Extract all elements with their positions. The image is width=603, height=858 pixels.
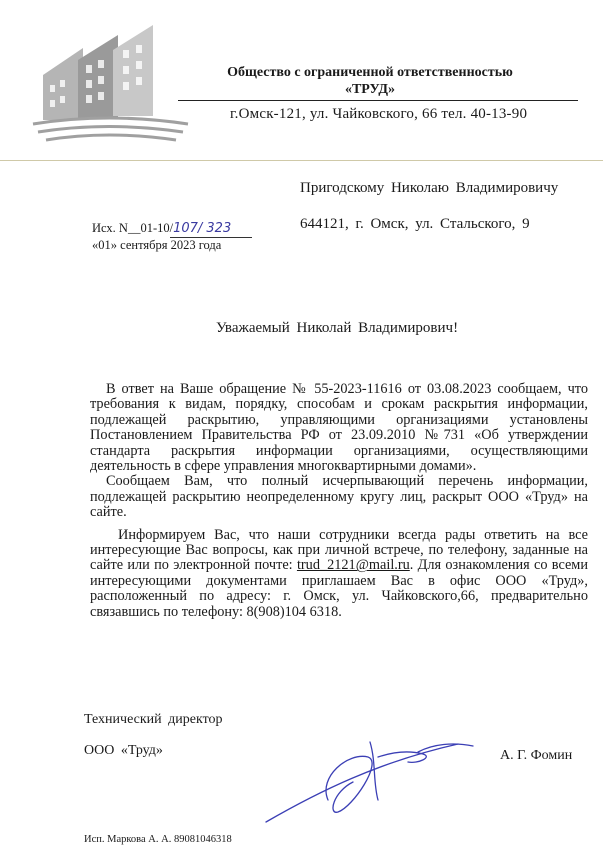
- recipient-address: 644121, г. Омск, ул. Стальского, 9: [300, 216, 530, 232]
- paragraph-3: [90, 528, 588, 620]
- org-address: г.Омск-121, ул. Чайковского, 66 тел. 40-13-90: [230, 106, 528, 122]
- header-rule: [178, 100, 578, 101]
- signatory-name: А. Г. Фомин: [500, 748, 573, 763]
- org-name: [180, 64, 560, 98]
- paragraph-2: Сообщаем Вам, что полный исчерпывающий перечень информации, подлежащей раскрытию неопределенному кругу лиц, раскрыт ООО «Труд» на сайте.: [90, 473, 588, 521]
- executor-info: Исп. Маркова А. А. 89081046318: [84, 834, 232, 845]
- org-short-name: «ТРУД»: [344, 82, 396, 97]
- letter-body: [90, 382, 588, 620]
- outgoing-date: «01» сентября 2023 года: [92, 238, 222, 252]
- paragraph-1: В ответ на Ваше обращение № 55-2023-11616 от 03.08.2023 сообщаем, что требования к видам, порядку, способам и срокам раскрытия информации, подлежащей раскрытию, управляющими организациями установлены Постановлением Правительства РФ от 23.09.2010 №731 «Об утверждении стандарта раскрытия информации организациями, осуществляющими деятельность в сфере управления многоквартирными домами».: [90, 381, 588, 475]
- header-divider: [0, 160, 603, 161]
- paragraph-3-text-end: . Для ознакомления со всеми интересующими документами приглашаем Вас в офис ООО «Труд», расположенный по адресу: г. Омск, ул. Чайковского,66, предварительно связавшись по телефону: 8(908)104 6318.: [90, 557, 589, 620]
- outgoing-number: [92, 221, 231, 236]
- org-full-name: Общество с ограниченной ответственностью: [227, 65, 513, 80]
- paragraph-3-text: Информируем Вас, что наши сотрудники всегда рады ответить на все интересующие Вас вопросы, как при личной встрече, по телефону, заданные на сайте или по электронной почте:: [90, 526, 588, 574]
- outgoing-number-handwritten: 107/ 323: [173, 221, 232, 236]
- outgoing-number-prefix: Исх. N__01-10/: [92, 221, 174, 235]
- recipient-name: Пригодскому Николаю Владимировичу: [300, 180, 559, 196]
- greeting: Уважаемый Николай Владимирович!: [216, 320, 459, 336]
- signatory-position: Технический директор: [84, 712, 223, 727]
- email-address: trud_2121@mail.ru: [296, 557, 410, 574]
- signatory-organization: ООО «Труд»: [84, 743, 163, 758]
- handwritten-signature: [258, 722, 488, 832]
- company-logo: [28, 20, 193, 150]
